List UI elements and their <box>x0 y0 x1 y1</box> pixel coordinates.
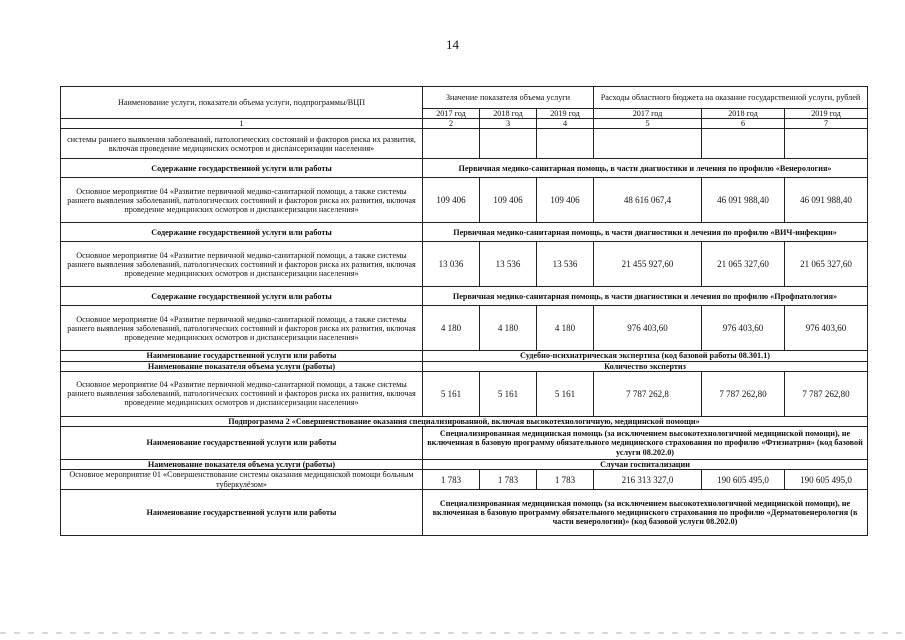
service-title: Первичная медико-санитарная помощь, в части диагностики и лечения по профилю «Венерология» <box>423 159 868 178</box>
index-cell: 7 <box>785 119 868 129</box>
value-cell: 5 161 <box>480 371 537 416</box>
value-cell: 7 787 262,8 <box>594 371 702 416</box>
value-cell: 109 406 <box>480 178 537 223</box>
service-title: Специализированная медицинская помощь (за исключением высокотехнологичной медицинской помощи), не включенная в базовую программу обязательного медицинского страхования по профилю «Фтизиатрия» (код базовой услуги 08.202.0) <box>423 426 868 459</box>
table-row <box>61 223 868 242</box>
service-label: Содержание государственной услуги или работы <box>61 159 423 178</box>
table-row <box>61 416 868 426</box>
value-cell: 5 161 <box>537 371 594 416</box>
index-cell: 1 <box>61 119 423 129</box>
index-cell: 6 <box>702 119 785 129</box>
activity-text: Основное мероприятие 04 «Развитие первичной медико-санитарной помощи, а также системы раннего выявления заболеваний, патологических состояний и факторов риска их развития, включая проведение медицинских осмотров и диспансеризации населения» <box>61 371 423 416</box>
index-cell: 4 <box>537 119 594 129</box>
empty-cell <box>480 129 537 159</box>
service-title: Судебно-психиатрическая экспертиза (код базовой работы 08.301.1) <box>423 351 868 361</box>
service-label: Содержание государственной услуги или работы <box>61 223 423 242</box>
value-cell: 13 536 <box>537 242 594 287</box>
value-cell: 976 403,60 <box>594 306 702 351</box>
table-row <box>61 287 868 306</box>
service-title: Специализированная медицинская помощь (за исключением высокотехнологичной медицинской помощи), не включенная в базовую программу обязательного медицинского страхования по профилю «Дерматовенерология (в части венерологии)» (код базовой услуги 08.202.0) <box>423 490 868 536</box>
value-cell: 13 536 <box>480 242 537 287</box>
value-cell: 976 403,60 <box>785 306 868 351</box>
index-cell: 2 <box>423 119 480 129</box>
value-cell: 7 787 262,80 <box>702 371 785 416</box>
value-cell: 13 036 <box>423 242 480 287</box>
budget-table <box>60 86 868 536</box>
value-cell: 190 605 495,0 <box>702 470 785 490</box>
indicator-label: Наименование показателя объема услуги (работы) <box>61 361 423 371</box>
value-cell: 1 783 <box>423 470 480 490</box>
year-cell: 2018 год <box>702 109 785 119</box>
table-row <box>61 361 868 371</box>
table-row <box>61 426 868 459</box>
activity-text: Основное мероприятие 04 «Развитие первичной медико-санитарной помощи, а также системы раннего выявления заболеваний, патологических состояний и факторов риска их развития, включая проведение медицинских осмотров и диспансеризации населения» <box>61 306 423 351</box>
empty-cell <box>537 129 594 159</box>
empty-cell <box>702 129 785 159</box>
service-label: Наименование государственной услуги или работы <box>61 426 423 459</box>
value-cell: 216 313 327,0 <box>594 470 702 490</box>
table-row <box>61 371 868 416</box>
value-cell: 48 616 067,4 <box>594 178 702 223</box>
year-cell: 2018 год <box>480 109 537 119</box>
service-label: Содержание государственной услуги или работы <box>61 287 423 306</box>
activity-text: Основное мероприятие 01 «Совершенствование системы оказания медицинской помощи больным туберкулёзом» <box>61 470 423 490</box>
table-row <box>61 351 868 361</box>
service-label: Наименование государственной услуги или работы <box>61 490 423 536</box>
table-row <box>61 470 868 490</box>
table-row <box>61 490 868 536</box>
value-cell: 4 180 <box>537 306 594 351</box>
value-cell: 109 406 <box>423 178 480 223</box>
year-cell: 2019 год <box>785 109 868 119</box>
value-cell: 7 787 262,80 <box>785 371 868 416</box>
activity-text: Основное мероприятие 04 «Развитие первичной медико-санитарной помощи, а также системы раннего выявления заболеваний, патологических состояний и факторов риска их развития, включая проведение медицинских осмотров и диспансеризации населения» <box>61 178 423 223</box>
scan-edge-artifact <box>0 632 905 634</box>
empty-cell <box>594 129 702 159</box>
service-title: Первичная медико-санитарная помощь, в части диагностики и лечения по профилю «Профпатология» <box>423 287 868 306</box>
service-title: Первичная медико-санитарная помощь, в части диагностики и лечения по профилю «ВИЧ-инфекции» <box>423 223 868 242</box>
table-row <box>61 129 868 159</box>
activity-text: Основное мероприятие 04 «Развитие первичной медико-санитарной помощи, а также системы раннего выявления заболеваний, патологических состояний и факторов риска их развития, включая проведение медицинских осмотров и диспансеризации населения» <box>61 242 423 287</box>
table-row <box>61 242 868 287</box>
year-cell: 2017 год <box>594 109 702 119</box>
table-row <box>61 159 868 178</box>
page-number: 14 <box>446 37 459 52</box>
subprogram-title: Подпрограмма 2 «Совершенствование оказания специализированной, включая высокотехнологичную, медицинской помощи» <box>61 416 868 426</box>
value-cell: 46 091 988,40 <box>702 178 785 223</box>
value-cell: 5 161 <box>423 371 480 416</box>
service-label: Наименование государственной услуги или работы <box>61 351 423 361</box>
empty-cell <box>785 129 868 159</box>
value-cell: 21 065 327,60 <box>785 242 868 287</box>
header-volume-col: Значение показателя объема услуги <box>423 87 594 109</box>
header-name-col: Наименование услуги, показатели объема услуги, подпрограммы/ВЦП <box>61 87 423 119</box>
indicator-title: Случаи госпитализации <box>423 459 868 469</box>
table-row <box>61 306 868 351</box>
index-cell: 3 <box>480 119 537 129</box>
continued-activity-text: системы раннего выявления заболеваний, патологических состояний и факторов риска их развития, включая проведение медицинских осмотров и диспансеризации населения» <box>61 129 423 159</box>
header-row <box>61 87 868 109</box>
value-cell: 4 180 <box>480 306 537 351</box>
year-cell: 2017 год <box>423 109 480 119</box>
table-row <box>61 178 868 223</box>
value-cell: 1 783 <box>537 470 594 490</box>
value-cell: 4 180 <box>423 306 480 351</box>
value-cell: 46 091 988,40 <box>785 178 868 223</box>
value-cell: 976 403,60 <box>702 306 785 351</box>
year-cell: 2019 год <box>537 109 594 119</box>
index-row <box>61 119 868 129</box>
indicator-label: Наименование показателя объема услуги (работы) <box>61 459 423 469</box>
empty-cell <box>423 129 480 159</box>
index-cell: 5 <box>594 119 702 129</box>
value-cell: 109 406 <box>537 178 594 223</box>
value-cell: 190 605 495,0 <box>785 470 868 490</box>
value-cell: 21 455 927,60 <box>594 242 702 287</box>
header-budget-col: Расходы областного бюджета на оказание государственной услуги, рублей <box>594 87 868 109</box>
table-row <box>61 459 868 469</box>
indicator-title: Количество экспертиз <box>423 361 868 371</box>
value-cell: 1 783 <box>480 470 537 490</box>
value-cell: 21 065 327,60 <box>702 242 785 287</box>
